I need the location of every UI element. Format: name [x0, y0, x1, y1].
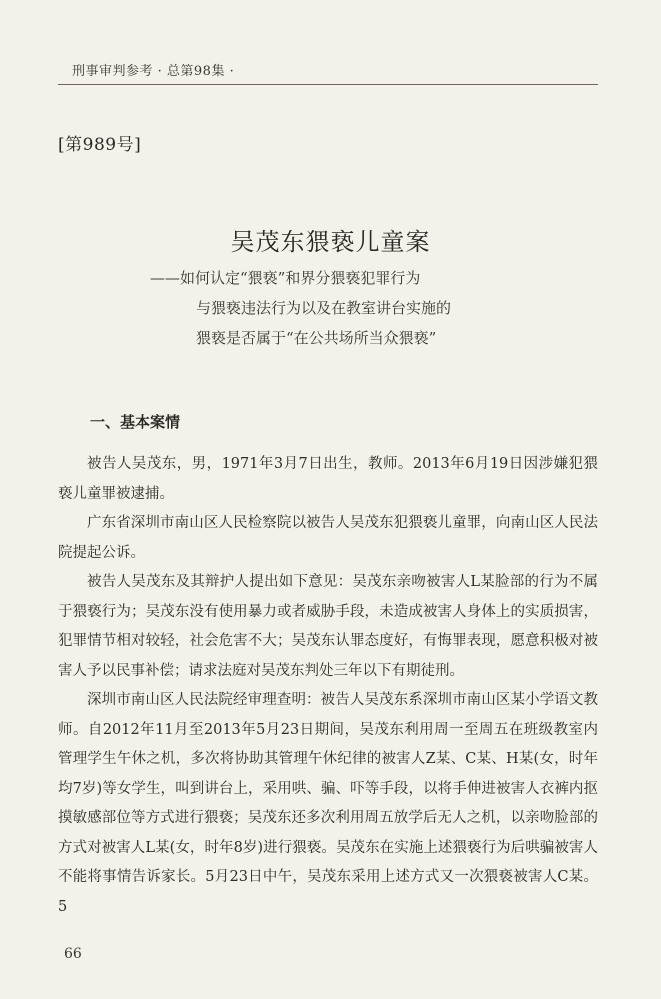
header-rule	[58, 84, 598, 85]
page-number: 66	[64, 946, 82, 962]
case-number: [第989号]	[58, 135, 142, 155]
body-text	[58, 450, 598, 922]
paragraph: 深圳市南山区人民法院经审理查明：被告人吴茂东系深圳市南山区某小学语文教师。自2012年11月至2013年5月23日期间，吴茂东利用周一至周五在班级教室内管理学生午休之机，多次将协助其管理午休纪律的被害人Z某、C某、H某(女，时年均7岁)等女学生，叫到讲台上，采用哄、骗、吓等手段，以将手伸进被害人衣裤内抠摸敏感部位等方式进行猥亵；吴茂东还多次利用周五放学后无人之机，以亲吻脸部的方式对被害人L某(女，时年8岁)进行猥亵。吴茂东在实施上述猥亵行为后哄骗被害人不能将事情告诉家长。5月23日中午，吴茂东采用上述方式又一次猥亵被害人C某。5	[58, 692, 598, 915]
subtitle-line: ——如何认定“猥亵”和界分猥亵犯罪行为	[150, 269, 421, 287]
subtitle-line: 与猥亵违法行为以及在教室讲台实施的	[196, 299, 452, 317]
running-header: 刑事审判参考 · 总第98集 ·	[72, 64, 235, 79]
paragraph: 广东省深圳市南山区人民检察院以被告人吴茂东犯猥亵儿童罪，向南山区人民法院提起公诉。	[58, 515, 598, 561]
section-heading: 一、基本案情	[90, 413, 181, 431]
case-title: 吴茂东猥亵儿童案	[230, 228, 431, 256]
paragraph: 被告人吴茂东及其辩护人提出如下意见：吴茂东亲吻被害人L某脸部的行为不属于猥亵行为；吴茂东没有使用暴力或者威胁手段，未造成被害人身体上的实质损害，犯罪情节相对较轻，社会危害不大；吴茂东认罪态度好，有悔罪表现，愿意积极对被害人予以民事补偿；请求法庭对吴茂东判处三年以下有期徒刑。	[58, 574, 598, 679]
subtitle-line: 猥亵是否属于“在公共场所当众猥亵”	[196, 329, 437, 347]
case-subtitle	[150, 263, 590, 353]
paragraph: 被告人吴茂东，男，1971年3月7日出生，教师。2013年6月19日因涉嫌犯猥亵儿童罪被逮捕。	[58, 456, 598, 502]
